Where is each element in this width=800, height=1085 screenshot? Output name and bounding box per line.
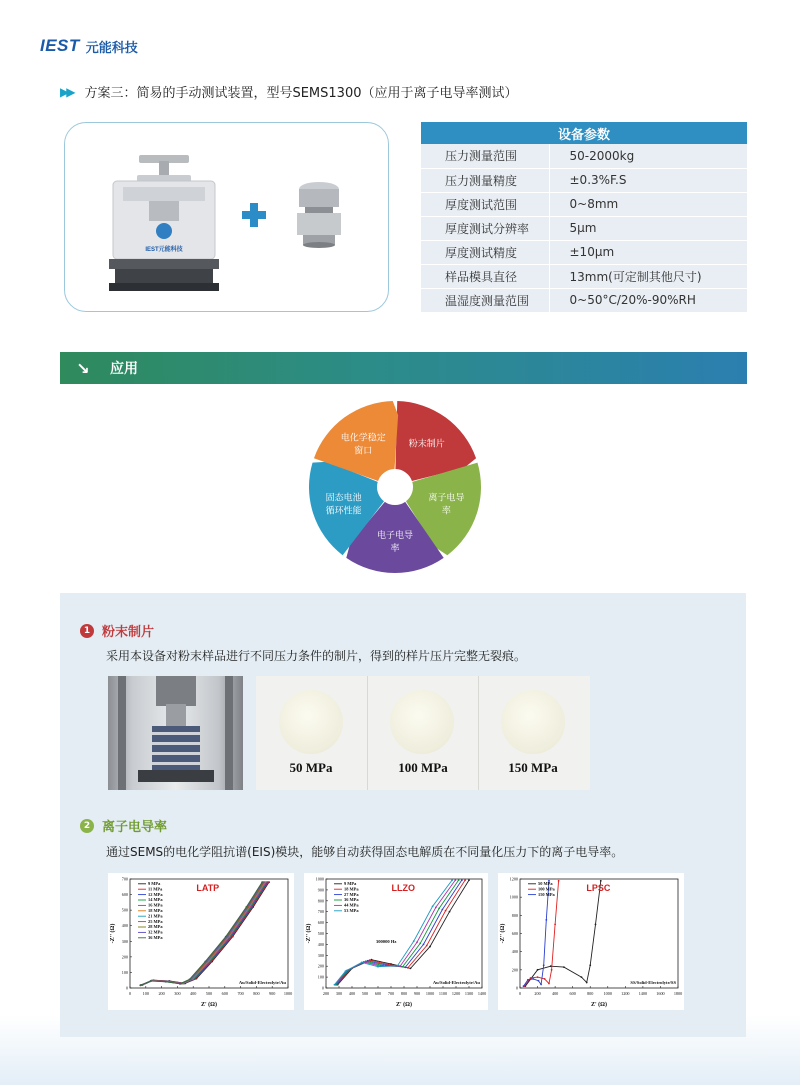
legend-label: 44 MPa [344,902,359,908]
chart-annotation: Au/Solid-Electrolyte/Au [238,980,286,985]
y-tick-label: 200 [121,954,128,960]
x-tick-label: 400 [190,991,197,996]
app1-title: 粉末制片 [102,625,155,640]
data-point [563,966,565,968]
data-point [451,879,453,881]
y-tick-label: 500 [317,931,324,936]
data-point [261,881,263,883]
legend-label: 36 MPa [148,935,163,940]
data-point [586,982,588,984]
data-point [435,906,437,908]
data-point [204,961,206,963]
x-tick-label: 200 [322,991,330,996]
spec-key: 厚度测试分辨率 [421,216,549,240]
data-point [523,985,525,987]
x-tick-label: 800 [587,991,594,996]
data-point [404,966,406,968]
data-point [538,980,540,982]
pellet-label: 100 MPa [398,760,448,775]
data-point [432,905,434,907]
chart-annotation: Au/Solid-Electrolyte/Au [432,980,480,985]
y-tick-label: 600 [317,920,324,926]
pellet-label: 150 MPa [508,760,558,775]
data-point [423,944,425,946]
y-tick-label: 300 [121,938,128,944]
wheel-label: 率 [441,506,451,517]
data-point [464,879,466,881]
application-wheel [305,398,485,576]
x-tick-label: 300 [335,991,343,996]
spec-key: 样品模具直径 [421,264,549,288]
x-tick-label: 300 [174,991,181,996]
x-tick-label: 500 [205,991,213,996]
y-tick-label: 400 [317,941,324,947]
series-line [525,881,601,986]
legend-label: 12 MPa [148,891,163,897]
data-point [416,941,418,943]
x-tick-label: 400 [348,991,356,996]
legend-label: 50 MPa [538,881,553,886]
press-device-image [109,153,219,293]
data-point [179,983,181,985]
app2-heading [80,816,167,835]
data-point [530,977,532,979]
data-point [361,961,363,963]
data-point [551,969,553,971]
y-tick-label: 0 [515,985,518,991]
spec-row [421,240,747,264]
legend-label: 9 MPa [148,881,161,886]
data-point [458,879,460,881]
y-tick-label: 200 [511,967,518,973]
press-photo [108,676,243,790]
data-point [527,979,529,981]
spec-key: 压力测量范围 [421,144,549,168]
data-point [165,981,167,983]
spec-key: 压力测量精度 [421,168,549,192]
legend-label: 32 MPa [148,929,163,935]
data-point [139,984,141,986]
wheel-label: 窗口 [354,446,373,457]
x-tick-label: 1000 [603,991,612,996]
pellet-100 [390,690,454,754]
chart-title: LATP [196,883,220,893]
app1-heading [80,621,154,640]
data-point [550,965,552,967]
y-tick-label: 100 [317,974,324,980]
legend-label: 18 MPa [344,886,359,892]
eis-chart-latp [108,873,294,1010]
legend-label: 36 MPa [344,897,359,903]
y-axis-label: -Z'' (Ω) [500,923,506,944]
spec-table [421,122,747,313]
y-tick-label: 600 [121,892,128,898]
eis-chart-llzo [304,873,488,1010]
data-point [461,879,463,881]
legend-label: 11 MPa [148,886,163,892]
data-point [407,967,409,969]
x-tick-label: 1200 [451,991,461,996]
data-point [377,966,379,968]
x-tick-label: 1400 [638,991,648,996]
x-tick-label: 700 [387,991,395,996]
x-axis-label: Z' (Ω) [591,1002,607,1008]
eis-chart-lpsc [498,873,684,1010]
legend-label: 25 MPa [148,918,163,924]
app2-title: 离子电导率 [102,820,168,835]
spec-value: ±10μm [549,240,747,264]
app1-number-badge: 1 [80,624,94,638]
data-point [438,908,440,910]
x-tick-label: 1100 [438,991,448,996]
x-tick-label: 600 [374,991,382,996]
legend-label: 21 MPa [148,913,163,919]
data-point [537,976,539,978]
x-tick-label: 700 [237,991,244,996]
pellet-label: 50 MPa [289,760,333,775]
data-point [449,911,451,913]
data-point [245,906,247,908]
y-tick-label: 800 [511,912,518,918]
data-point [426,945,428,947]
plus-icon [240,201,268,229]
app2-description: 通过SEMS的电化学阻抗谱(EIS)模块，能够自动获得固态电解质在不同量化压力下的离子电导率。 [106,845,624,859]
x-tick-label: 600 [221,991,228,996]
spec-key: 温湿度测量范围 [421,288,549,312]
brand-logo [40,36,138,56]
chart-title: LPSC [586,883,611,893]
data-point [595,924,597,926]
data-point [402,966,404,968]
plan-title: 方案三：简易的手动测试装置，型号SEMS1300（应用于离子电导率测试） [84,86,518,101]
chart-title: LLZO [391,883,416,893]
spec-row [421,288,747,312]
legend-label: 9 MPa [344,881,357,886]
data-point [345,970,347,972]
data-point [334,984,336,986]
x-axis-label: Z' (Ω) [396,1002,412,1008]
data-point [441,909,443,911]
data-point [554,924,556,926]
data-point [544,978,546,980]
legend-label: 27 MPa [344,891,359,897]
x-tick-label: 600 [569,991,576,996]
x-tick-label: 1200 [621,991,630,996]
legend-label: 53 MPa [344,908,359,913]
x-axis-label: Z' (Ω) [201,1002,217,1008]
data-point [413,940,415,942]
spec-header: 设备参数 [421,122,747,144]
double-arrow-icon: ▶▶ [60,84,73,99]
data-point [537,969,539,971]
y-tick-label: 1000 [509,894,518,900]
legend-label: 18 MPa [148,908,163,913]
x-tick-label: 1400 [477,991,487,996]
y-tick-label: 200 [317,963,324,969]
spec-value: 13mm(可定制其他尺寸) [549,264,747,288]
spec-key: 厚度测试范围 [421,192,549,216]
x-tick-label: 0 [518,991,522,996]
spec-row [421,264,747,288]
y-tick-label: 900 [317,887,324,893]
spec-value: 50-2000kg [549,144,747,168]
x-tick-label: 500 [361,991,369,996]
x-tick-label: 900 [413,991,421,996]
x-tick-label: 800 [400,991,408,996]
x-tick-label: 1800 [673,991,683,996]
data-point [589,964,591,966]
spec-row [421,192,747,216]
data-point [558,880,560,882]
wheel-label: 电子电导 [376,531,414,541]
x-tick-label: 900 [269,991,276,996]
spec-row [421,168,747,192]
x-tick-label: 200 [534,991,541,996]
pellet-50 [279,690,343,754]
y-tick-label: 100 [121,969,128,975]
legend-label: 100 MPa [538,886,555,892]
app1-description: 采用本设备对粉末样品进行不同压力条件的制片，得到的样片压片完整无裂痕。 [106,649,527,663]
y-tick-label: 500 [121,907,128,913]
data-point [410,967,412,969]
x-tick-label: 1000 [425,991,435,996]
y-tick-label: 700 [121,876,128,882]
y-tick-label: 700 [317,909,324,915]
y-axis-label: -Z'' (Ω) [306,923,312,944]
x-tick-label: 100 [142,991,149,996]
data-point [545,919,547,921]
y-tick-label: 300 [317,952,324,958]
wheel-label: 循环性能 [325,506,362,517]
legend-label: 28 MPa [148,924,163,930]
spec-key: 厚度测试精度 [421,240,549,264]
pellet-photo [256,676,590,790]
data-point [397,965,399,967]
data-point [532,978,534,980]
y-tick-label: 1200 [509,876,518,882]
wheel-label: 固态电池 [325,493,362,504]
y-axis-label: -Z'' (Ω) [110,923,116,944]
device-card [64,122,389,312]
wheel-label: 率 [390,544,400,554]
arrow-down-right-icon: ↘ [76,358,90,378]
data-point [543,964,545,966]
brand-name: 元能科技 [85,40,138,56]
legend-label: 14 MPa [148,897,163,903]
y-tick-label: 800 [317,898,324,904]
chart-annotation: SS/Solid-Electrolyte/SS [630,980,676,985]
y-tick-label: 600 [511,931,518,936]
x-tick-label: 400 [551,991,559,996]
wheel-label: 粉末制片 [408,439,445,450]
application-panel [60,593,746,1037]
app2-number-badge: 2 [80,819,94,833]
data-point [225,936,227,938]
spec-row [421,144,747,168]
spec-value: ±0.3%F.S [549,168,747,192]
data-point [429,946,431,948]
y-tick-label: 0 [321,985,324,991]
data-point [581,976,583,978]
brand-mark: IEST [40,36,80,55]
device-badge: IEST元能科技 [145,247,183,253]
data-point [540,983,542,985]
y-tick-label: 0 [125,985,128,991]
wheel-label: 电化学稳定 [340,433,386,444]
x-tick-label: 0 [128,991,132,996]
y-tick-label: 1000 [315,876,324,882]
y-tick-label: 400 [511,949,518,955]
data-point [189,979,191,981]
x-tick-label: 800 [253,991,260,996]
legend-label: 16 MPa [148,902,163,908]
section-band-application [60,352,747,384]
y-tick-label: 400 [121,923,128,929]
x-tick-label: 1000 [283,991,293,996]
wheel-label: 离子电导 [428,493,465,504]
data-point [399,965,401,967]
spec-value: 0~8mm [549,192,747,216]
pellet-150 [501,690,565,754]
data-point [454,879,456,881]
spec-row [421,216,747,240]
data-point [600,880,602,882]
plan-heading [60,82,518,101]
legend-label: 150 MPa [538,891,555,897]
x-tick-label: 1300 [464,991,474,996]
section-title: 应用 [110,361,138,377]
spec-value: 0~50°C/20%-90%RH [549,288,747,312]
spec-value: 5μm [549,216,747,240]
data-point [468,879,470,881]
data-point [150,980,152,982]
data-point [548,983,550,985]
x-tick-label: 1600 [656,991,665,996]
mold-image [293,179,345,249]
data-point [419,942,421,944]
data-point [445,910,447,912]
chart-annotation: 300000 Hz [375,939,397,944]
x-tick-label: 200 [158,991,165,996]
